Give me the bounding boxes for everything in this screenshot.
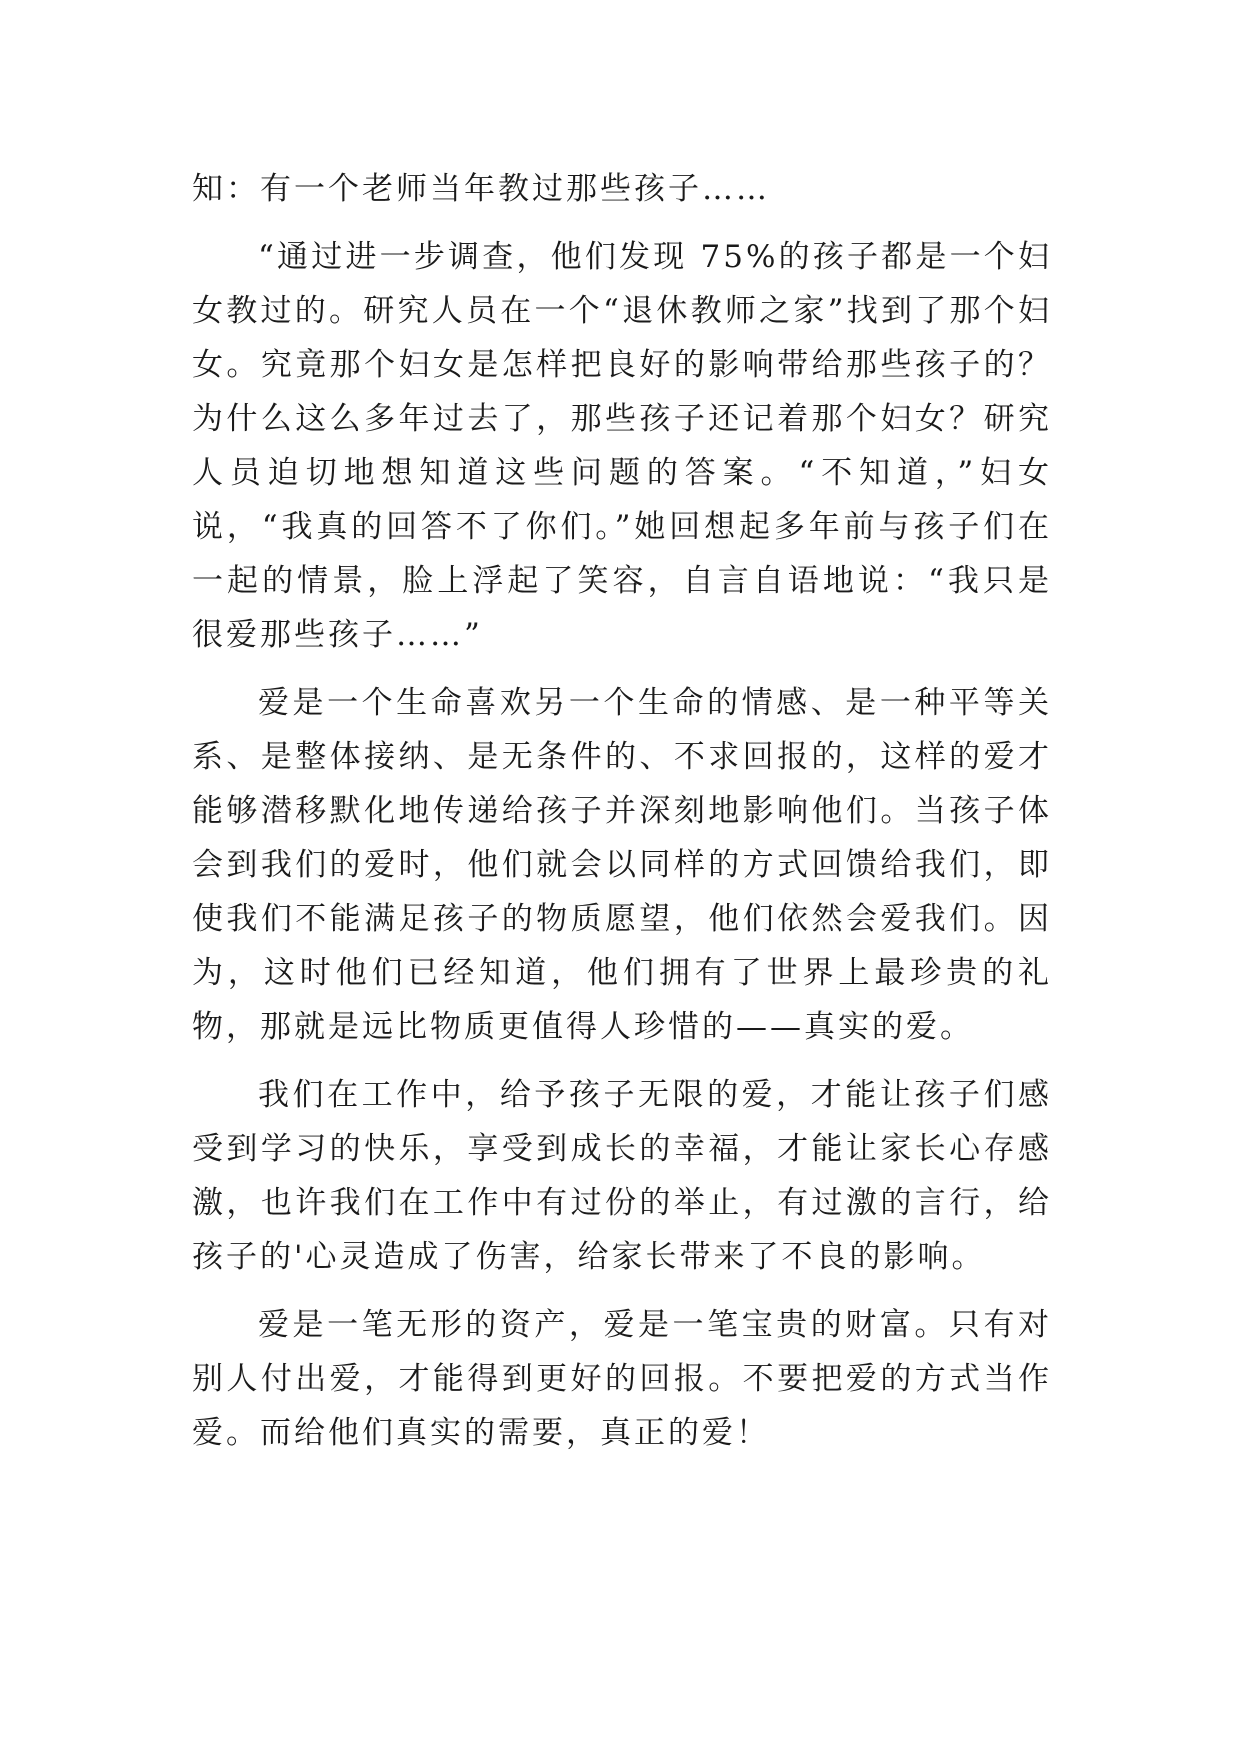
paragraph-2: “通过进一步调查，他们发现 75%的孩子都是一个妇女教过的。研究人员在一个“退休教师之家”找到了那个妇女。究竟那个妇女是怎样把良好的影响带给那些孩子的？为什么这么多年过去了，那些孩子还记着那个妇女？研究人员迫切地想知道这些问题的答案。“不知道，”妇女说，“我真的回答不了你们。”她回想起多年前与孩子们在一起的情景，脸上浮起了笑容，自言自语地说：“我只是很爱那些孩子……” xyxy=(192,239,1052,653)
paragraph-1: 知：有一个老师当年教过那些孩子…… xyxy=(192,171,770,207)
paragraph-4: 我们在工作中，给予孩子无限的爱，才能让孩子们感受到学习的快乐，享受到成长的幸福，才能让家长心存感激，也许我们在工作中有过份的举止，有过激的言行，给孩子的'心灵造成了伤害，给家长带来了不良的影响。 xyxy=(192,1077,1052,1275)
paragraph-3: 爱是一个生命喜欢另一个生命的情感、是一种平等关系、是整体接纳、是无条件的、不求回报的，这样的爱才能够潜移默化地传递给孩子并深刻地影响他们。当孩子体会到我们的爱时，他们就会以同样的方式回馈给我们，即使我们不能满足孩子的物质愿望，他们依然会爱我们。因为，这时他们已经知道，他们拥有了世界上最珍贵的礼物，那就是远比物质更值得人珍惜的——真实的爱。 xyxy=(192,685,1052,1045)
document-body xyxy=(192,162,1052,1474)
paragraph-5: 爱是一笔无形的资产，爱是一笔宝贵的财富。只有对别人付出爱，才能得到更好的回报。不要把爱的方式当作爱。而给他们真实的需要，真正的爱！ xyxy=(192,1307,1052,1451)
